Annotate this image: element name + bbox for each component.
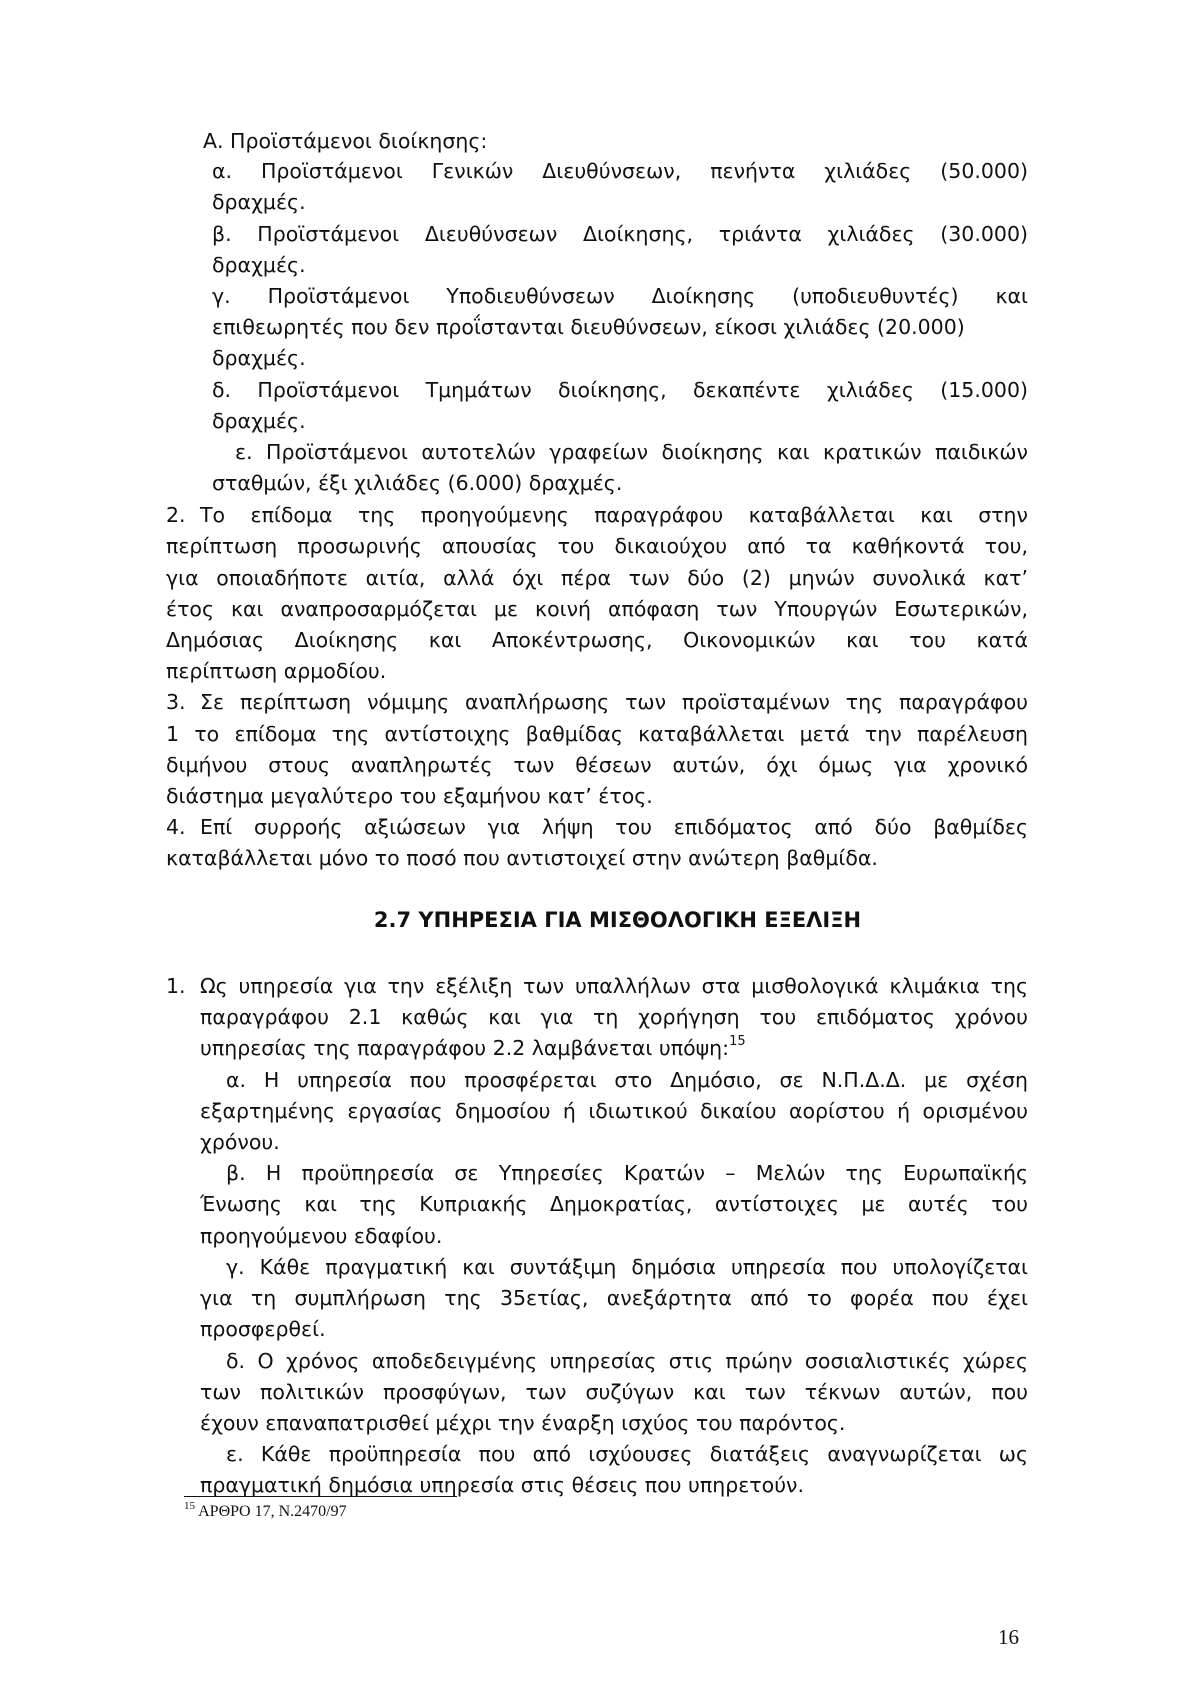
item-c-line2: επιθεωρητές που δεν προΐστανται διευθύνσεων, είκοσι χιλιάδες (20.000) bbox=[212, 315, 965, 339]
item-e-line2: σταθμών, έξι χιλιάδες (6.000) δραχμές. bbox=[212, 471, 623, 495]
item-b-line1: β. Προϊστάμενοι Διευθύνσεων Διοίκησης, τριάντα χιλιάδες (30.000) bbox=[212, 222, 1028, 246]
para-2-line: περίπτωση αρμοδίου. bbox=[166, 659, 387, 683]
s1d-line: δ. Ο χρόνος αποδεδειγμένης υπηρεσίας στις πρώην σοσιαλιστικές χώρες bbox=[226, 1349, 1028, 1373]
s1c-line: προσφερθεί. bbox=[200, 1317, 326, 1341]
para-3-line: Σε περίπτωση νόμιμης αναπλήρωσης των προϊσταμένων της παραγράφου bbox=[200, 690, 1028, 714]
item-e-line1: ε. Προϊστάμενοι αυτοτελών γραφείων διοίκησης και κρατικών παιδικών bbox=[235, 440, 1028, 464]
para-3-number: 3. bbox=[166, 690, 186, 714]
s1b-line: β. Η προϋπηρεσία σε Υπηρεσίες Κρατών – Μελών της Ευρωπαϊκής bbox=[226, 1161, 1028, 1185]
item-c-line1: γ. Προϊστάμενοι Υποδιευθύνσεων Διοίκησης (υποδιευθυντές) και bbox=[212, 284, 1028, 308]
para-4-number: 4. bbox=[166, 815, 186, 839]
footnote-mark: 15 bbox=[184, 1500, 195, 1512]
footnote-reference: 15 bbox=[729, 1034, 746, 1049]
s1a-line: α. Η υπηρεσία που προσφέρεται στο Δημόσιο, σε Ν.Π.Δ.Δ. με σχέση bbox=[226, 1068, 1028, 1092]
s1d-line: των πολιτικών προσφύγων, των συζύγων και των τέκνων αυτών, που bbox=[200, 1380, 1028, 1404]
s1c-line: για τη συμπλήρωση της 35ετίας, ανεξάρτητα από το φορέα που έχει bbox=[200, 1286, 1028, 1310]
para-3-line: διμήνου στους αναπληρωτές των θέσεων αυτών, όχι όμως για χρονικό bbox=[166, 753, 1028, 777]
section-heading: 2.7 ΥΠΗΡΕΣΙΑ ΓΙΑ ΜΙΣΘΟΛΟΓΙΚΗ ΕΞΕΛΙΞΗ bbox=[373, 908, 862, 932]
footnote bbox=[184, 1502, 347, 1522]
s1-line1: Ως υπηρεσία για την εξέλιξη των υπαλλήλων στα μισθολογικά κλιμάκια της bbox=[200, 974, 1028, 998]
para-4-line: καταβάλλεται μόνο το ποσό που αντιστοιχεί στην ανώτερη βαθμίδα. bbox=[166, 846, 878, 870]
s1e-line: ε. Κάθε προϋπηρεσία που από ισχύουσες διατάξεις αναγνωρίζεται ως bbox=[226, 1442, 1028, 1466]
footnote-text: ΑΡΘΡΟ 17, Ν.2470/97 bbox=[198, 1503, 347, 1520]
item-d-line2: δραχμές. bbox=[212, 409, 306, 433]
s1c-line: γ. Κάθε πραγματική και συντάξιμη δημόσια υπηρεσία που υπολογίζεται bbox=[226, 1255, 1028, 1279]
s1a-line: εξαρτημένης εργασίας δημοσίου ή ιδιωτικού δικαίου αορίστου ή ορισμένου bbox=[200, 1099, 1028, 1123]
para-2-line: Δημόσιας Διοίκησης και Αποκέντρωσης, Οικονομικών και του κατά bbox=[166, 628, 1028, 652]
item-a-line1: α. Προϊστάμενοι Γενικών Διευθύνσεων, πενήντα χιλιάδες (50.000) bbox=[212, 159, 1028, 183]
para-3-line: 1 το επίδομα της αντίστοιχης βαθμίδας καταβάλλεται μετά την παρέλευση bbox=[166, 722, 1028, 746]
page-number: 16 bbox=[998, 1625, 1019, 1649]
item-d-line1: δ. Προϊστάμενοι Τμημάτων διοίκησης, δεκαπέντε χιλιάδες (15.000) bbox=[212, 378, 1028, 402]
s1-number: 1. bbox=[166, 974, 186, 998]
s1b-line: Ένωσης και της Κυπριακής Δημοκρατίας, αντίστοιχες με αυτές του bbox=[200, 1192, 1028, 1216]
s1-line3 bbox=[200, 1036, 746, 1060]
s1-line3-text: υπηρεσίας της παραγράφου 2.2 λαμβάνεται υπόψη: bbox=[200, 1036, 730, 1060]
footnote-separator bbox=[184, 1496, 457, 1497]
section-a-title: Α. Προϊστάμενοι διοίκησης: bbox=[203, 129, 488, 153]
item-b-line2: δραχμές. bbox=[212, 253, 306, 277]
s1-line2: παραγράφου 2.1 καθώς και για τη χορήγηση του επιδόματος χρόνου bbox=[200, 1005, 1028, 1029]
para-2-line: περίπτωση προσωρινής απουσίας του δικαιούχου από τα καθήκοντά του, bbox=[166, 534, 1028, 558]
para-4-line: Επί συρροής αξιώσεων για λήψη του επιδόματος από δύο βαθμίδες bbox=[200, 815, 1028, 839]
s1d-line: έχουν επαναπατρισθεί μέχρι την έναρξη ισχύος του παρόντος. bbox=[200, 1411, 846, 1435]
para-2-number: 2. bbox=[166, 503, 186, 527]
para-2-line: Το επίδομα της προηγούμενης παραγράφου καταβάλλεται και στην bbox=[200, 503, 1028, 527]
para-2-line: έτος και αναπροσαρμόζεται με κοινή απόφαση των Υπουργών Εσωτερικών, bbox=[166, 597, 1028, 621]
item-c-line3: δραχμές. bbox=[212, 346, 306, 370]
s1a-line: χρόνου. bbox=[200, 1130, 280, 1154]
para-2-line: για οποιαδήποτε αιτία, αλλά όχι πέρα των δύο (2) μηνών συνολικά κατ’ bbox=[166, 566, 1028, 590]
para-3-line: διάστημα μεγαλύτερο του εξαμήνου κατ’ έτος. bbox=[166, 784, 653, 808]
s1b-line: προηγούμενου εδαφίου. bbox=[200, 1224, 443, 1248]
s1e-line: πραγματική δημόσια υπηρεσία στις θέσεις που υπηρετούν. bbox=[200, 1473, 805, 1497]
item-a-line2: δραχμές. bbox=[212, 190, 306, 214]
